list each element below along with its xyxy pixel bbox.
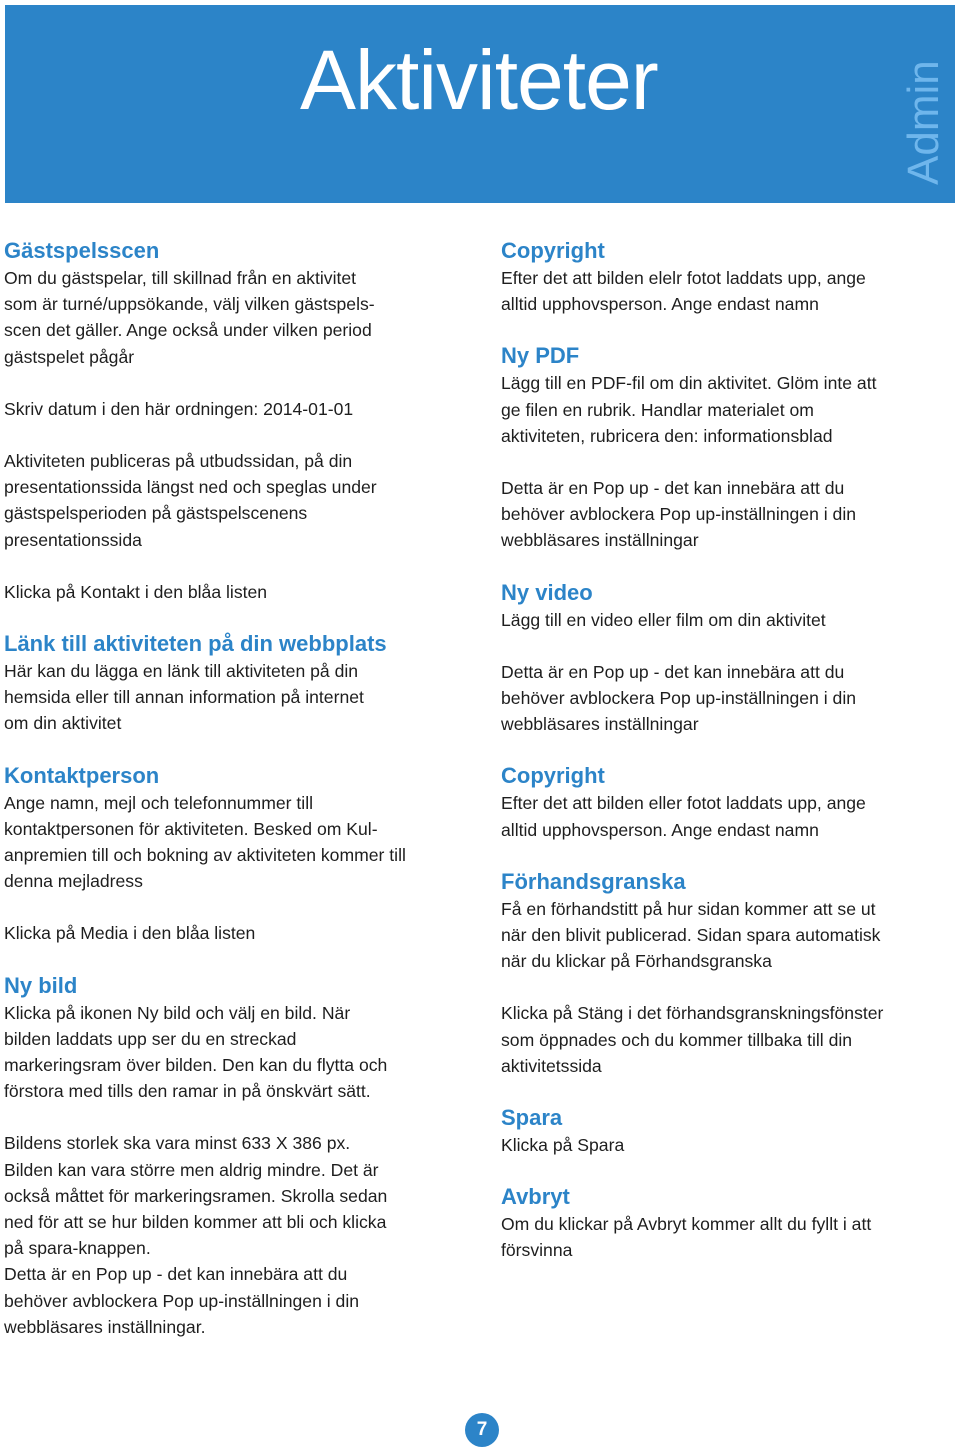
heading-ny-video: Ny video	[501, 579, 593, 605]
section-label: Admin	[899, 60, 948, 185]
kontaktperson-text: Ange namn, mejl och telefonnummer till kontaktpersonen för aktiviteten. Besked om Kul- anpremien till och bokning av aktiviteten kommer till denna mejladress	[4, 792, 406, 892]
left-column	[4, 237, 474, 1340]
lank-text: Här kan du lägga en länk till aktiviteten på din hemsida eller till annan information på internet om din aktivitet	[4, 661, 364, 734]
avbryt-text: Om du klickar på Avbryt kommer allt du fyllt i att försvinna	[501, 1214, 872, 1261]
ny-bild-size-info: Bildens storlek ska vara minst 633 X 386 px. Bilden kan vara större men aldrig mindre. Det är också måttet för markeringsramen. Skrolla sedan ned för att se hur bilden kommer att bli och klicka på spara-knappen. Detta är en Pop up - det kan innebära att du behöver avblockera Pop up-inställningen i din webbläsares inställningar.	[4, 1133, 388, 1337]
page-title: Aktiviteter	[300, 33, 658, 127]
heading-ny-bild: Ny bild	[4, 972, 78, 998]
heading-ny-pdf: Ny PDF	[501, 343, 580, 369]
spara-text: Klicka på Spara	[501, 1135, 625, 1156]
ny-pdf-text: Lägg till en PDF-fil om din aktivitet. Glöm inte att ge filen en rubrik. Handlar materialet om aktiviteten, rubricera den: informationsblad	[501, 373, 877, 446]
section-avbryt	[501, 1183, 957, 1263]
section-gastspelsscen	[4, 237, 474, 605]
ny-pdf-popup-info: Detta är en Pop up - det kan innebära att du behöver avblockera Pop up-inställningen i din webbläsares inställningar	[501, 478, 857, 551]
right-column	[501, 237, 957, 1264]
copyright-2-text: Efter det att bilden eller fotot laddats upp, ange alltid upphovsperson. Ange endast namn	[501, 793, 866, 840]
forhandsgranska-close-info: Klicka på Stäng i det förhandsgranskningsfönster som öppnades och du kommer tillbaka till din aktivitetssida	[501, 1003, 884, 1076]
section-spara	[501, 1104, 957, 1158]
section-ny-pdf	[501, 342, 957, 553]
heading-avbryt: Avbryt	[501, 1184, 570, 1210]
heading-gastspelsscen: Gästspelsscen	[4, 238, 160, 263]
gastspelsscen-publish-info: Aktiviteten publiceras på utbudssidan, på din presentationssida längst ned och speglas under gästspelsperioden på gästspelscenens presentationssida	[4, 451, 377, 550]
section-lank	[4, 630, 474, 737]
ny-video-text: Lägg till en video eller film om din aktivitet	[501, 609, 826, 630]
gastspelsscen-date-format: Skriv datum i den här ordningen: 2014-01-01	[4, 398, 354, 419]
copyright-1-text: Efter det att bilden elelr fotot laddats upp, ange alltid upphovsperson. Ange endast namn	[501, 268, 866, 315]
section-copyright-1	[501, 237, 957, 317]
heading-copyright-1: Copyright	[501, 238, 605, 263]
gastspelsscen-instruction: Klicka på Kontakt i den blåa listen	[4, 581, 268, 602]
heading-forhandsgranska: Förhandsgranska	[501, 868, 686, 894]
gastspelsscen-intro: Om du gästspelar, till skillnad från en aktivitet som är turné/uppsökande, välj vilken gästspels- scen det gäller. Ange också under vilken period gästspelet pågår	[4, 268, 375, 367]
section-forhandsgranska	[501, 868, 957, 1079]
heading-lank: Länk till aktiviteten på din webbplats	[4, 631, 387, 657]
forhandsgranska-text: Få en förhandstitt på hur sidan kommer att se ut när den blivit publicerad. Sidan spara automatisk när du klickar på Förhandsgranska	[501, 898, 881, 972]
section-ny-bild	[4, 972, 474, 1340]
ny-video-popup-info: Detta är en Pop up - det kan innebära att du behöver avblockera Pop up-inställningen i din webbläsares inställningar	[501, 661, 857, 735]
page-number-badge: 7	[465, 1413, 499, 1447]
heading-kontaktperson: Kontaktperson	[4, 762, 160, 788]
section-kontaktperson	[4, 762, 474, 947]
header-banner	[5, 5, 955, 203]
heading-spara: Spara	[501, 1105, 563, 1131]
section-copyright-2	[501, 762, 957, 842]
ny-bild-text: Klicka på ikonen Ny bild och välj en bild. När bilden laddats upp ser du en streckad markeringsram över bilden. Den kan du flytta och förstora med tills den ramar in på önskvärt sätt.	[4, 1002, 388, 1102]
kontaktperson-instruction: Klicka på Media i den blåa listen	[4, 923, 256, 944]
heading-copyright-2: Copyright	[501, 763, 605, 789]
section-ny-video	[501, 579, 957, 738]
